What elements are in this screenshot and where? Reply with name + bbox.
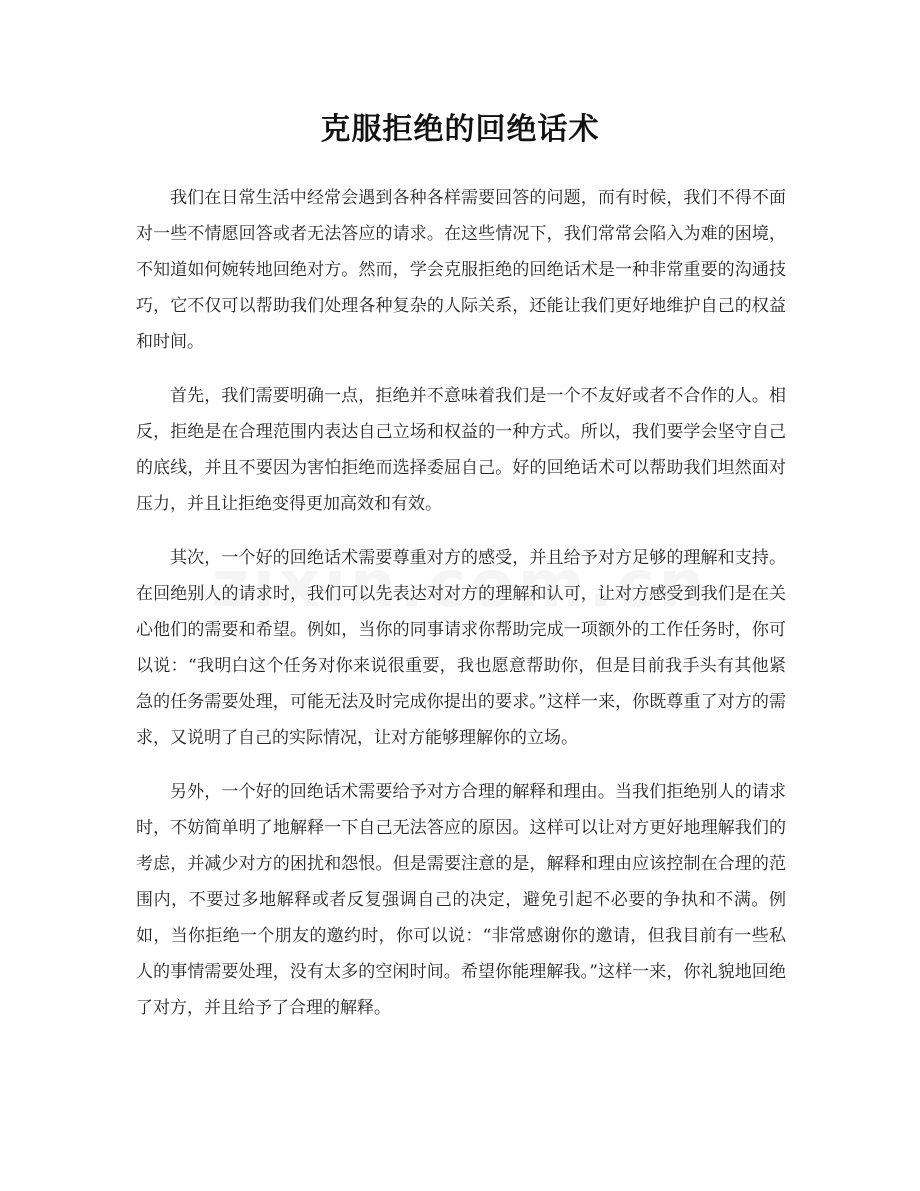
paragraph-4: 另外，一个好的回绝话术需要给予对方合理的解释和理由。当我们拒绝别人的请求时，不妨简单明了地解释一下自己无法答应的原因。这样可以让对方更好地理解我们的考虑，并减少对方的困扰和怨恨。但是需要注意的是，解释和理由应该控制在合理的范围内，不要过多地解释或者反复强调自己的决定，避免引起不必要的争执和不满。例如，当你拒绝一个朋友的邀约时，你可以说：“非常感谢你的邀请，但我目前有一些私人的事情需要处理，没有太多的空闲时间。希望你能理解我。”这样一来，你礼貌地回绝了对方，并且给予了合理的解释。 <box>136 782 786 1018</box>
paragraph-3: 其次，一个好的回绝话术需要尊重对方的感受，并且给予对方足够的理解和支持。在回绝别人的请求时，我们可以先表达对对方的理解和认可，让对方感受到我们是在关心他们的需要和希望。例如，当你的同事请求你帮助完成一项额外的工作任务时，你可以说：“我明白这个任务对你来说很重要，我也愿意帮助你，但是目前我手头有其他紧急的任务需要处理，可能无法及时完成你提出的要求。”这样一来，你既尊重了对方的需求，又说明了自己的实际情况，让对方能够理解你的立场。 <box>136 548 786 748</box>
paragraph-1: 我们在日常生活中经常会遇到各种各样需要回答的问题，而有时候，我们不得不面对一些不情愿回答或者无法答应的请求。在这些情况下，我们常常会陷入为难的困境，不知道如何婉转地回绝对方。然而，学会克服拒绝的回绝话术是一种非常重要的沟通技巧，它不仅可以帮助我们处理各种复杂的人际关系，还能让我们更好地维护自己的权益和时间。 <box>136 188 786 352</box>
paragraph-2: 首先，我们需要明确一点，拒绝并不意味着我们是一个不友好或者不合作的人。相反，拒绝是在合理范围内表达自己立场和权益的一种方式。所以，我们要学会坚守自己的底线，并且不要因为害怕拒绝而选择委屈自己。好的回绝话术可以帮助我们坦然面对压力，并且让拒绝变得更加高效和有效。 <box>136 386 786 514</box>
page-title: 克服拒绝的回绝话术 <box>320 112 600 147</box>
document-body <box>136 180 786 1044</box>
